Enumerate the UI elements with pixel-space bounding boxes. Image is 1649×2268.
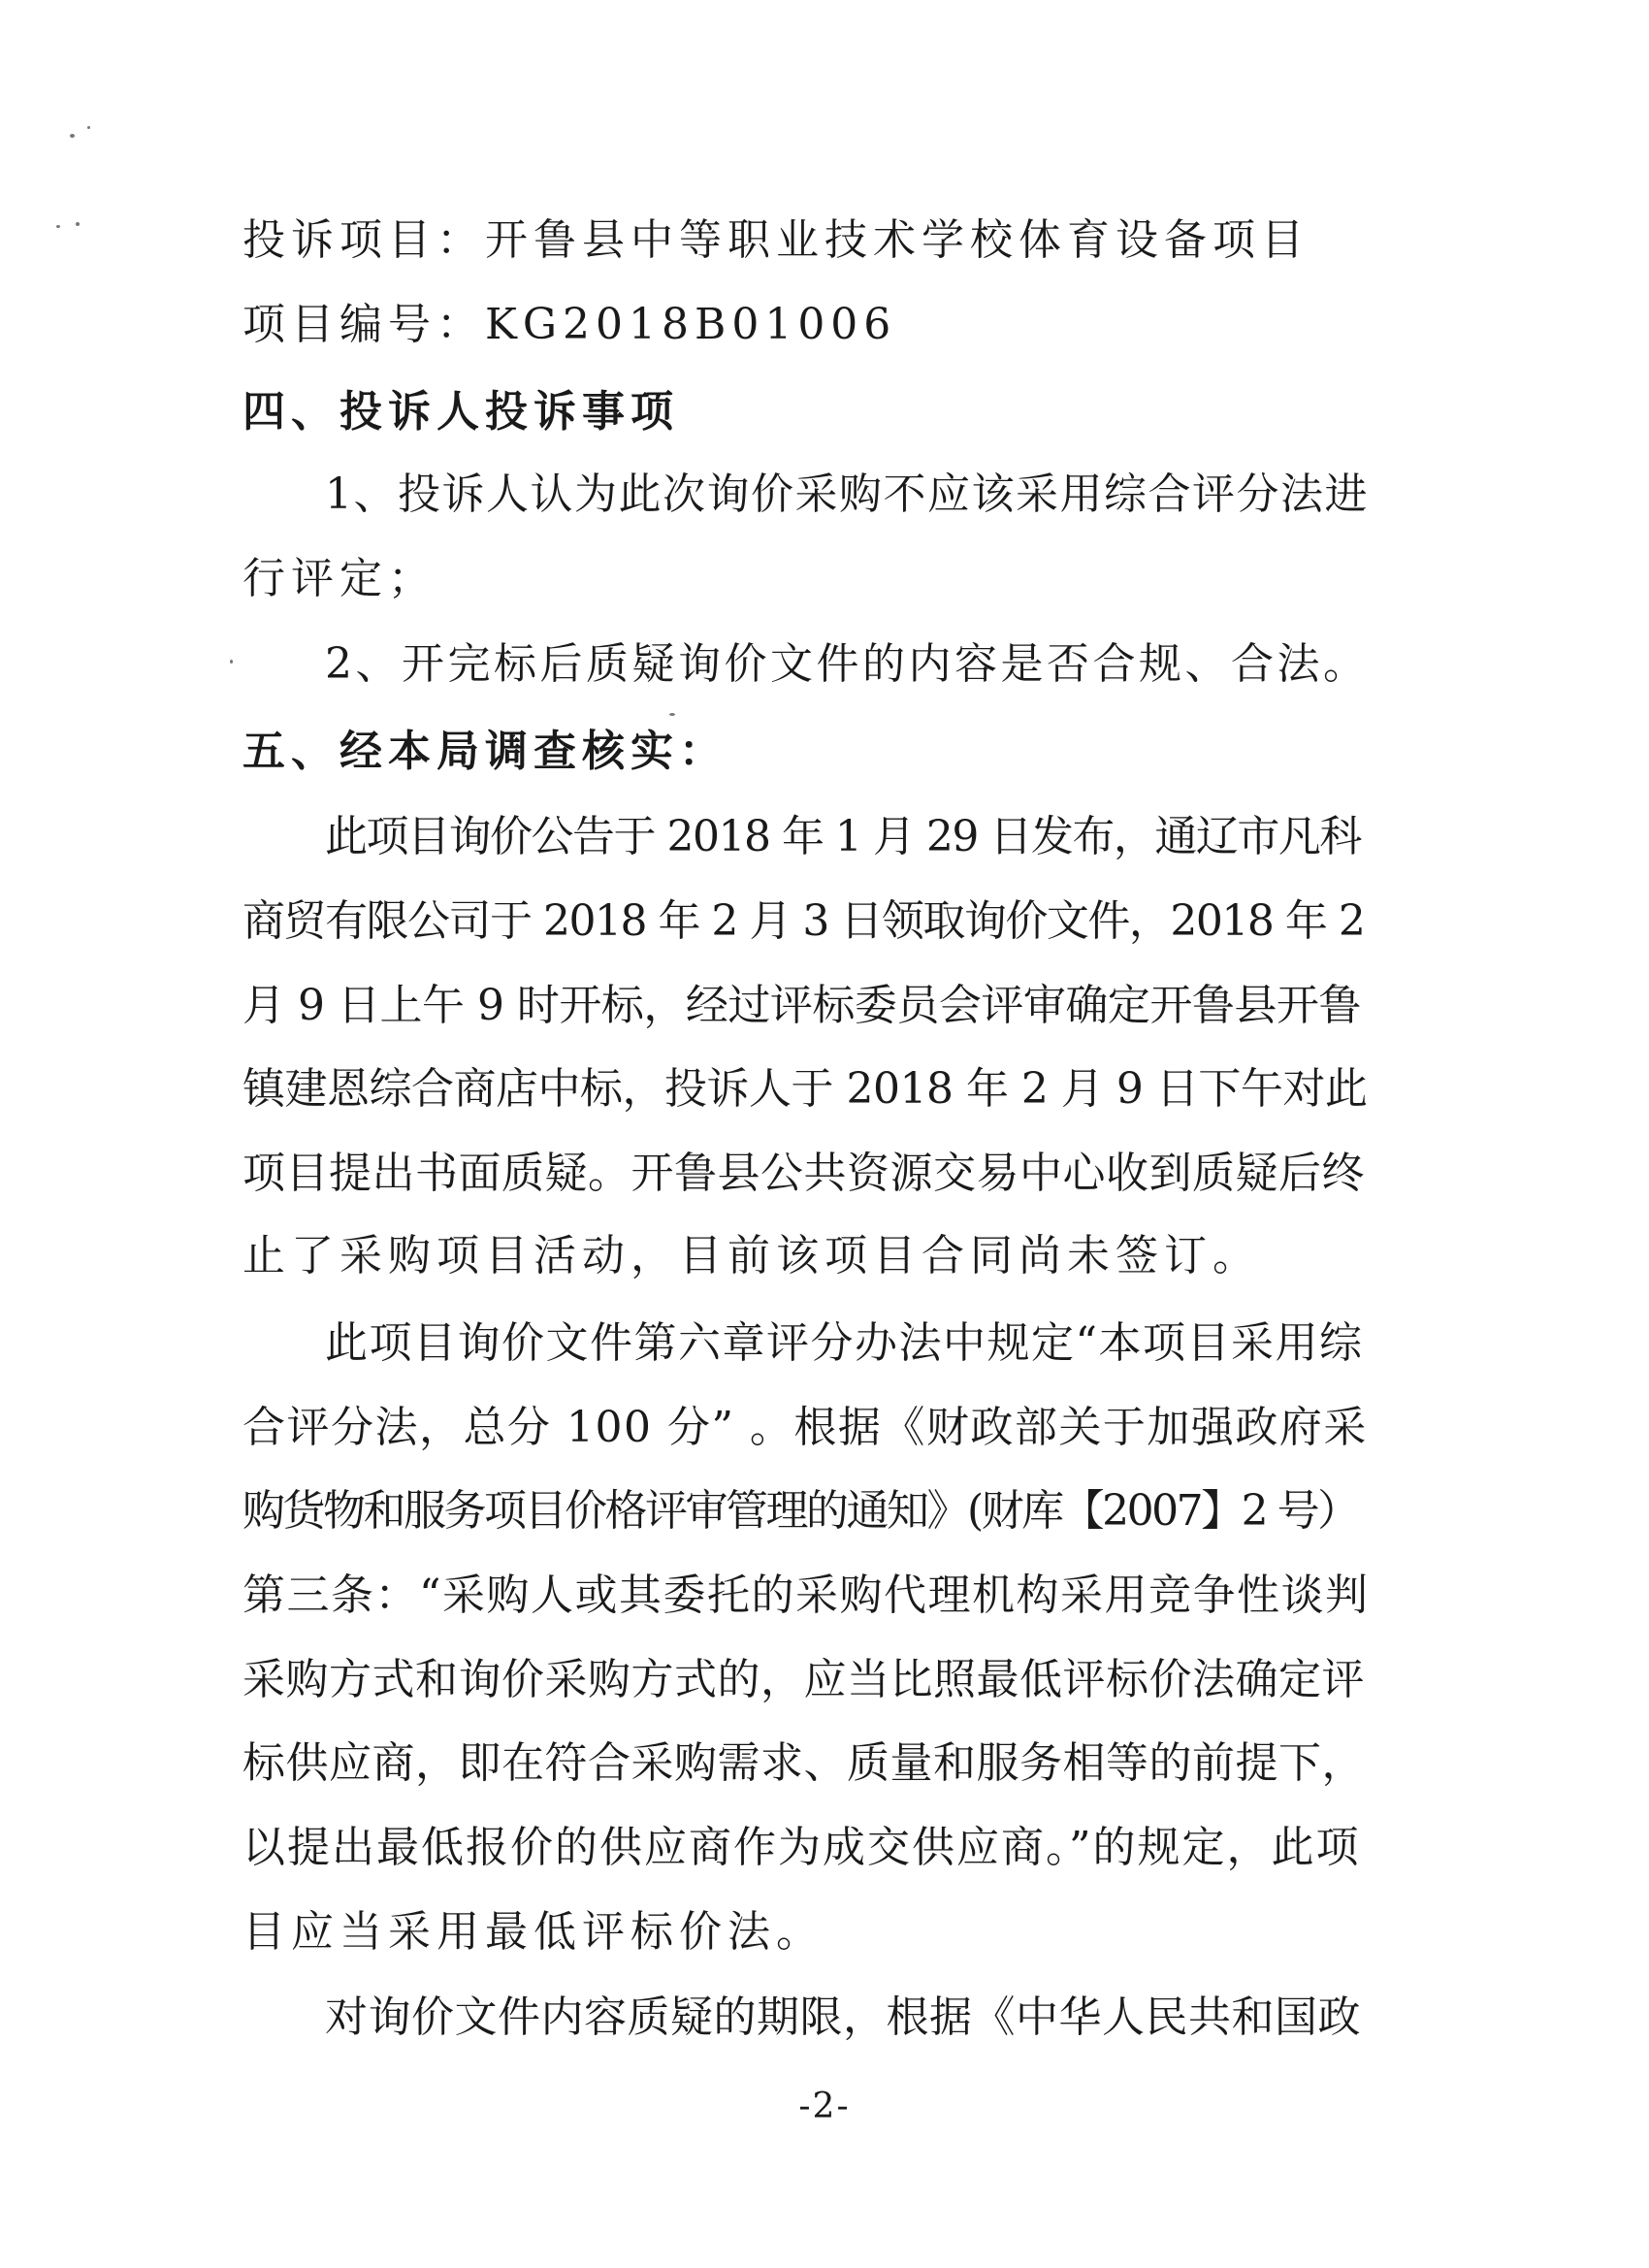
section-5-heading: 五、经本局调查核实： bbox=[242, 727, 728, 776]
complaint-item-1-line-1: 1、投诉人认为此次询价采购不应该采用综合评分法进 bbox=[325, 470, 1369, 519]
paragraph-2-line: 采购方式和询价采购方式的，应当比照最低评标价法确定评 bbox=[242, 1655, 1365, 1704]
paragraph-1-line: 此项目询价公告于 2018 年 1 月 29 日发布，通辽市凡科 bbox=[325, 812, 1361, 861]
complaint-item-1-line-2: 行评定； bbox=[242, 554, 436, 603]
paragraph-2-line: 合评分法，总分 100 分” 。根据《财政部关于加强政府采 bbox=[242, 1403, 1368, 1452]
paragraph-1-line: 商贸有限公司于 2018 年 2 月 3 日领取询价文件，2018 年 2 bbox=[242, 896, 1365, 946]
scan-speck bbox=[70, 134, 75, 138]
complaint-project-line: 投诉项目：开鲁县中等职业技术学校体育设备项目 bbox=[242, 215, 1310, 265]
complaint-item-2: 2、开完标后质疑询价文件的内容是否合规、合法。 bbox=[325, 639, 1370, 689]
paragraph-1-line: 月 9 日上午 9 时开标，经过评标委员会评审确定开鲁县开鲁 bbox=[242, 981, 1361, 1030]
scan-speck bbox=[669, 713, 675, 716]
paragraph-2-line: 标供应商，即在符合采购需求、质量和服务相等的前提下， bbox=[242, 1738, 1365, 1788]
section-4-heading: 四、投诉人投诉事项 bbox=[242, 387, 679, 437]
project-number-line: 项目编号：KG2018B01006 bbox=[242, 300, 897, 349]
paragraph-2-line: 此项目询价文件第六章评分办法中规定“本项目采用综 bbox=[325, 1318, 1364, 1368]
paragraph-3-line: 对询价文件内容质疑的期限，根据《中华人民共和国政 bbox=[325, 1993, 1361, 2042]
paragraph-1-line: 镇建恩综合商店中标，投诉人于 2018 年 2 月 9 日下午对此 bbox=[242, 1064, 1368, 1114]
paragraph-2-line: 第三条：“采购人或其委托的采购代理机构采用竞争性谈判 bbox=[242, 1571, 1370, 1620]
page-number: -2- bbox=[798, 2087, 851, 2126]
paragraph-1-line: 项目提出书面质疑。开鲁县公共资源交易中心收到质疑后终 bbox=[242, 1149, 1365, 1198]
paragraph-2-line: 以提出最低报价的供应商作为成交供应商。”的规定，此项 bbox=[242, 1823, 1361, 1872]
paragraph-1-line: 止了采购项目活动，目前该项目合同尚未签订。 bbox=[242, 1231, 1261, 1280]
paragraph-2-line: 目应当采用最低评标价法。 bbox=[242, 1907, 824, 1957]
paragraph-2-line: 购货物和服务项目价格评审管理的通知》(财库【2007】2 号） bbox=[242, 1486, 1358, 1536]
scan-speck bbox=[76, 222, 80, 226]
scan-speck bbox=[230, 660, 233, 664]
scan-speck bbox=[56, 225, 60, 228]
scan-speck bbox=[87, 126, 90, 129]
